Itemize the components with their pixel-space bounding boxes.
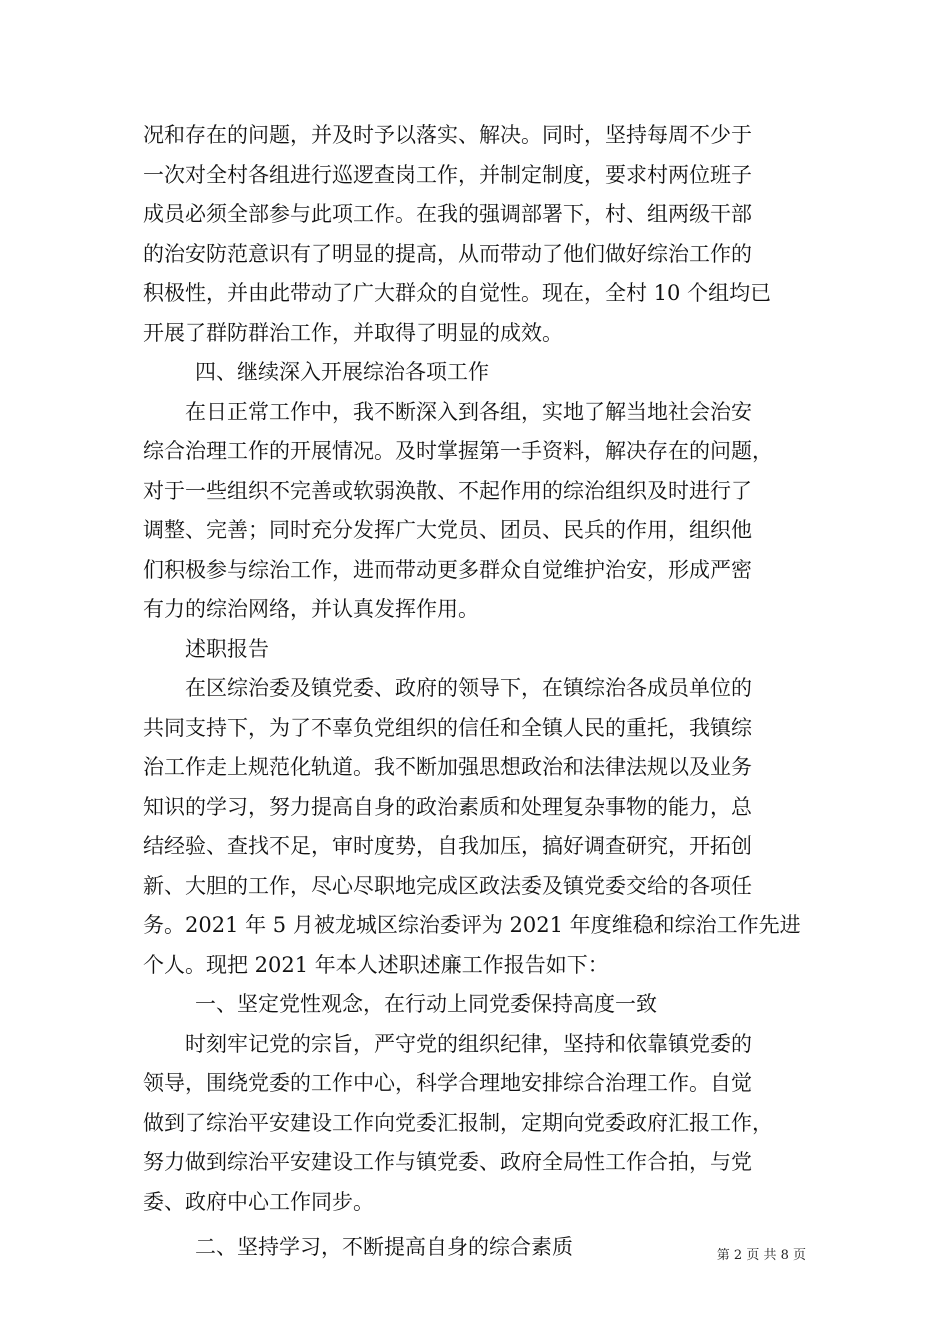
paragraph-1 <box>143 116 809 353</box>
section-heading-2: 二、坚持学习，不断提高自身的综合素质 <box>195 1235 573 1259</box>
text-line: 成员必须全部参与此项工作。在我的强调部署下，村、组两级干部 <box>143 202 752 226</box>
text-line: 调整、完善；同时充分发挥广大党员、团员、民兵的作用，组织他 <box>143 518 752 542</box>
text-line: 领导，围绕党委的工作中心，科学合理地安排综合治理工作。自觉 <box>143 1071 752 1095</box>
text-line: 个人。现把 2021 年本人述职述廉工作报告如下： <box>143 952 609 977</box>
text-line: 做到了综治平安建设工作向党委汇报制，定期向党委政府汇报工作， <box>143 1110 773 1135</box>
text-line: 治工作走上规范化轨道。我不断加强思想政治和法律法规以及业务 <box>143 755 752 779</box>
text-line: 在区综治委及镇党委、政府的领导下，在镇综治各成员单位的 <box>185 676 752 700</box>
text-line: 务。2021 年 5 月被龙城区综治委评为 2021 年度维稳和综治工作先进 <box>143 913 801 937</box>
page-number: 第 2 页 共 8 页 <box>716 1248 806 1263</box>
section-heading-1: 一、坚定党性观念，在行动上同党委保持高度一致 <box>195 992 657 1016</box>
text-line: 开展了群防群治工作，并取得了明显的成效。 <box>143 320 563 345</box>
text-line: 新、大胆的工作，尽心尽职地完成区政法委及镇党委交给的各项任 <box>143 873 752 898</box>
paragraph-4 <box>143 1025 809 1223</box>
text-line: 结经验、查找不足，审时度势，自我加压，搞好调查研究，开拓创 <box>143 834 752 858</box>
text-line: 知识的学习，努力提高自身的政治素质和处理复杂事物的能力，总 <box>143 794 752 819</box>
text-line: 积极性，并由此带动了广大群众的自觉性。现在，全村 10 个组均已 <box>143 281 772 305</box>
text-line: 况和存在的问题，并及时予以落实、解决。同时，坚持每周不少于 <box>143 123 752 147</box>
document-body <box>143 116 809 1268</box>
text-line: 在日正常工作中，我不断深入到各组，实地了解当地社会治安 <box>185 399 752 424</box>
text-line: 的治安防范意识有了明显的提高，从而带动了他们做好综治工作的 <box>143 241 752 266</box>
section-heading-4: 四、继续深入开展综治各项工作 <box>195 360 489 384</box>
paragraph-3 <box>143 669 809 985</box>
text-line: 一次对全村各组进行巡逻查岗工作，并制定制度，要求村两位班子 <box>143 162 752 187</box>
text-line: 委、政府中心工作同步。 <box>143 1189 374 1214</box>
text-line: 共同支持下，为了不辜负党组织的信任和全镇人民的重托，我镇综 <box>143 715 752 740</box>
text-line: 有力的综治网络，并认真发挥作用。 <box>143 597 479 621</box>
text-line: 综合治理工作的开展情况。及时掌握第一手资料，解决存在的问题， <box>143 439 773 463</box>
text-line: 们积极参与综治工作，进而带动更多群众自觉维护治安，形成严密 <box>143 557 752 582</box>
text-line: 时刻牢记党的宗旨，严守党的组织纪律，坚持和依靠镇党委的 <box>185 1031 752 1056</box>
paragraph-2 <box>143 393 809 630</box>
text-line: 努力做到综治平安建设工作与镇党委、政府全局性工作合拍，与党 <box>143 1150 752 1174</box>
report-title: 述职报告 <box>185 636 269 661</box>
text-line: 对于一些组织不完善或软弱涣散、不起作用的综治组织及时进行了 <box>143 478 752 503</box>
